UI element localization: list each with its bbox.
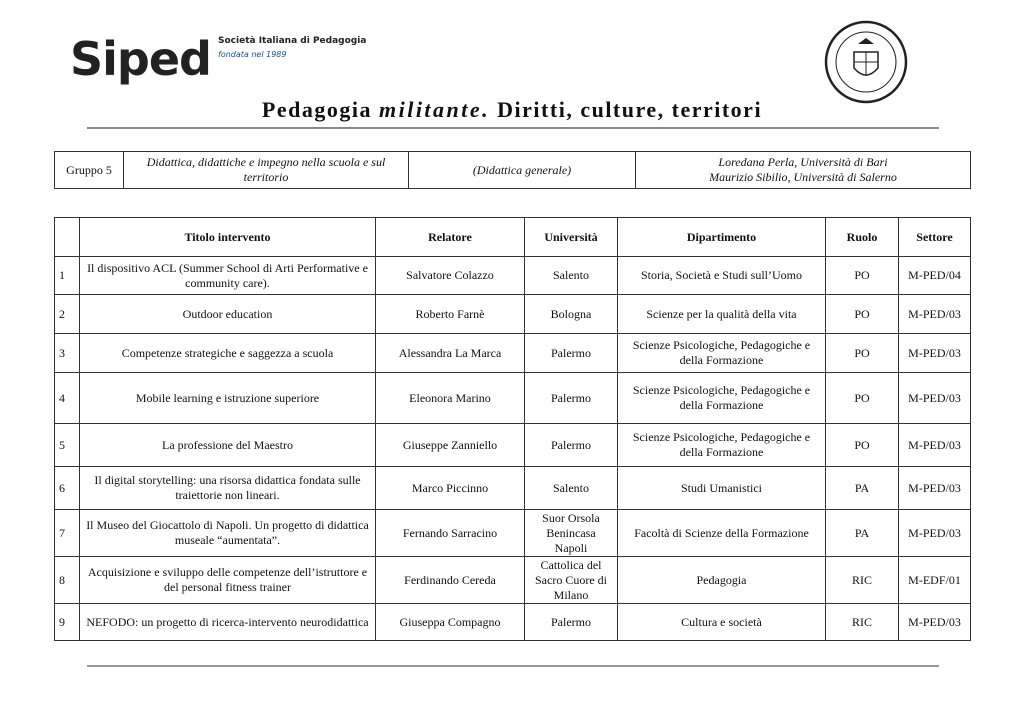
cell-department: Storia, Società e Studi sull’Uomo <box>618 257 826 295</box>
cell-department: Cultura e società <box>618 604 826 641</box>
top-divider <box>87 127 939 129</box>
col-header-sector: Settore <box>899 218 971 257</box>
speakers-table <box>54 217 971 641</box>
cell-sector: M-PED/03 <box>899 334 971 373</box>
col-header-department: Dipartimento <box>618 218 826 257</box>
cell-role: PO <box>826 257 899 295</box>
cell-speaker: Roberto Farnè <box>376 295 525 334</box>
group-area: (Didattica generale) <box>409 152 636 189</box>
cell-department: Facoltà di Scienze della Formazione <box>618 510 826 557</box>
cell-speaker: Alessandra La Marca <box>376 334 525 373</box>
col-header-university: Università <box>525 218 618 257</box>
cell-university: Palermo <box>525 424 618 467</box>
cell-title: Il digital storytelling: una risorsa didattica fondata sulle traiettorie non lineari. <box>80 467 376 510</box>
cell-title: Il dispositivo ACL (Summer School di Arti Performative e community care). <box>80 257 376 295</box>
cell-department: Scienze Psicologiche, Pedagogiche e della Formazione <box>618 334 826 373</box>
cell-sector: M-EDF/01 <box>899 557 971 604</box>
cell-department: Pedagogia <box>618 557 826 604</box>
cell-speaker: Giuseppe Zanniello <box>376 424 525 467</box>
cell-number: 4 <box>55 373 80 424</box>
cell-sector: M-PED/03 <box>899 424 971 467</box>
table-row <box>55 257 971 295</box>
col-header-role: Ruolo <box>826 218 899 257</box>
cell-role: RIC <box>826 557 899 604</box>
cell-university: Bologna <box>525 295 618 334</box>
page-title: Pedagogia militante. Diritti, culture, territori <box>261 97 763 122</box>
cell-university: Salento <box>525 257 618 295</box>
group-label: Gruppo 5 <box>55 152 124 189</box>
cell-number: 3 <box>55 334 80 373</box>
cell-speaker: Fernando Sarracino <box>376 510 525 557</box>
cell-number: 9 <box>55 604 80 641</box>
cell-number: 1 <box>55 257 80 295</box>
university-seal-icon <box>824 20 908 104</box>
cell-role: PA <box>826 510 899 557</box>
cell-university: Palermo <box>525 373 618 424</box>
cell-department: Scienze Psicologiche, Pedagogiche e della Formazione <box>618 373 826 424</box>
cell-university: Cattolica del Sacro Cuore di Milano <box>525 557 618 604</box>
table-row <box>55 604 971 641</box>
cell-sector: M-PED/03 <box>899 604 971 641</box>
cell-university: Palermo <box>525 334 618 373</box>
table-header-row <box>55 218 971 257</box>
logo-subtitle: Società Italiana di Pedagogia <box>218 36 367 46</box>
cell-sector: M-PED/03 <box>899 373 971 424</box>
cell-number: 5 <box>55 424 80 467</box>
cell-department: Scienze per la qualità della vita <box>618 295 826 334</box>
cell-university: Salento <box>525 467 618 510</box>
group-coordinators <box>636 152 971 189</box>
table-row <box>55 334 971 373</box>
cell-department: Scienze Psicologiche, Pedagogiche e della Formazione <box>618 424 826 467</box>
cell-title: Mobile learning e istruzione superiore <box>80 373 376 424</box>
bottom-divider <box>87 665 939 667</box>
cell-university: Suor Orsola Benincasa Napoli <box>525 510 618 557</box>
cell-sector: M-PED/03 <box>899 295 971 334</box>
table-row <box>55 510 971 557</box>
cell-title: Competenze strategiche e saggezza a scuola <box>80 334 376 373</box>
cell-title: NEFODO: un progetto di ricerca-intervento neurodidattica <box>80 604 376 641</box>
cell-role: PO <box>826 334 899 373</box>
cell-speaker: Giuseppa Compagno <box>376 604 525 641</box>
cell-number: 6 <box>55 467 80 510</box>
coordinator: Maurizio Sibilio, Università di Salerno <box>709 170 897 184</box>
cell-title: La professione del Maestro <box>80 424 376 467</box>
group-topic: Didattica, didattiche e impegno nella scuola e sul territorio <box>124 152 409 189</box>
logo-wordmark: Siped <box>70 32 211 86</box>
col-header-title: Titolo intervento <box>80 218 376 257</box>
group-info-table <box>54 151 971 189</box>
cell-department: Studi Umanistici <box>618 467 826 510</box>
table-row <box>55 373 971 424</box>
cell-number: 8 <box>55 557 80 604</box>
cell-speaker: Eleonora Marino <box>376 373 525 424</box>
cell-role: PO <box>826 295 899 334</box>
cell-title: Il Museo del Giocattolo di Napoli. Un progetto di didattica museale “aumentata”. <box>80 510 376 557</box>
col-header-speaker: Relatore <box>376 218 525 257</box>
cell-role: PO <box>826 373 899 424</box>
cell-speaker: Salvatore Colazzo <box>376 257 525 295</box>
cell-title: Acquisizione e sviluppo delle competenze dell’istruttore e del personal fitness trainer <box>80 557 376 604</box>
col-header-number <box>55 218 80 257</box>
cell-sector: M-PED/04 <box>899 257 971 295</box>
table-row <box>55 467 971 510</box>
cell-number: 2 <box>55 295 80 334</box>
cell-role: RIC <box>826 604 899 641</box>
cell-speaker: Ferdinando Cereda <box>376 557 525 604</box>
table-row <box>55 557 971 604</box>
coordinator: Loredana Perla, Università di Bari <box>718 155 888 169</box>
cell-title: Outdoor education <box>80 295 376 334</box>
cell-speaker: Marco Piccinno <box>376 467 525 510</box>
cell-role: PO <box>826 424 899 467</box>
cell-sector: M-PED/03 <box>899 467 971 510</box>
table-row <box>55 424 971 467</box>
logo-founded: fondata nel 1989 <box>218 50 287 59</box>
cell-number: 7 <box>55 510 80 557</box>
cell-university: Palermo <box>525 604 618 641</box>
table-row <box>55 295 971 334</box>
cell-sector: M-PED/03 <box>899 510 971 557</box>
cell-role: PA <box>826 467 899 510</box>
